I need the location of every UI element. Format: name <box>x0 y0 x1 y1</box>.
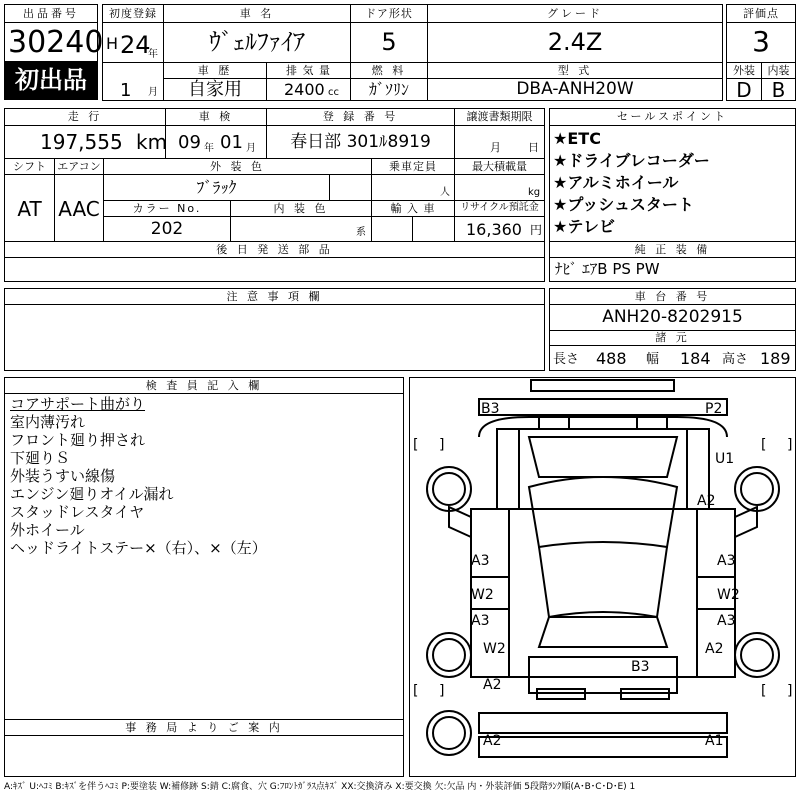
inspection-year: 09 <box>178 132 201 153</box>
reg-header: 初度登録 <box>109 7 157 20</box>
chassis-header: 車 台 番 号 <box>634 290 711 303</box>
history-value: 自家用 <box>188 79 242 100</box>
recycle-unit: 円 <box>530 223 543 237</box>
notes-header: 注 意 事 項 欄 <box>226 290 323 303</box>
load-unit: kg <box>528 187 541 198</box>
inspection-year-unit: 年 <box>204 143 214 154</box>
specs-header: 諸 元 <box>655 331 690 344</box>
equipment-value: ﾅﾋﾞ ｴｱB PS PW <box>555 260 660 278</box>
office-body <box>4 735 404 777</box>
transfer-month-unit: 月 <box>490 141 501 154</box>
chassis-value: ANH20-8202915 <box>602 307 743 327</box>
reg-month-unit: 月 <box>148 87 158 98</box>
inspector-header: 検 査 員 記 入 欄 <box>145 379 263 392</box>
inspection-month: 01 <box>220 132 243 153</box>
recycle-header: リサイクル預託金 <box>460 202 539 213</box>
exterior-label: 外装 <box>733 64 755 77</box>
mark-a3-left-1: A3 <box>471 553 490 569</box>
interior-label: 内装 <box>767 64 790 77</box>
mark-u1: U1 <box>715 451 735 467</box>
color-code-value: 202 <box>150 219 184 239</box>
import-value-cell-2 <box>412 216 455 242</box>
model-header: 車 名 <box>239 7 275 20</box>
doors-value: 5 <box>381 28 397 56</box>
color-extra-cell <box>329 174 372 201</box>
mileage-header: 走 行 <box>67 110 103 123</box>
aircon-value: AAC <box>58 197 100 221</box>
length-label: 長さ <box>553 352 580 367</box>
capacity-unit: 人 <box>440 187 450 198</box>
disp-unit: cc <box>328 87 339 98</box>
aircon-header: エアコン <box>57 160 101 173</box>
reg-era: H <box>106 34 119 53</box>
sales-point-item: ★アルミホイール <box>553 173 679 192</box>
bracket-right-1b: ] <box>787 437 793 453</box>
reg-year-unit: 年 <box>148 49 158 60</box>
doors-header: ドア形状 <box>365 7 413 20</box>
color-header: 外 装 色 <box>210 160 265 173</box>
height-value: 189 <box>760 349 791 368</box>
bracket-right-1: [ <box>761 437 767 453</box>
inspector-line: 下廻りＳ <box>10 449 71 467</box>
inspector-line: エンジン廻りオイル漏れ <box>10 485 174 503</box>
mark-a2-front-right: A2 <box>697 493 716 509</box>
grade-header: グレード <box>547 7 603 20</box>
legend: A:ｷｽﾞ U:ﾍｺﾐ B:ｷｽﾞを伴うﾍｺﾐ P:要塗装 W:補修跡 S:錆 C:腐食、穴 G:ﾌﾛﾝﾄｶﾞﾗｽ点ｷｽﾞ XX:交換済み X:要交換 欠:欠品 内・外装評価 5段階ﾗﾝｸ順(A･B･C･D･E) 1 <box>4 782 636 792</box>
sales-points-header: セールスポイント <box>616 110 728 123</box>
office-header: 事 務 局 よ り ご 案 内 <box>125 721 283 734</box>
int-color-header: 内 装 色 <box>273 202 329 215</box>
mark-b3-roof: B3 <box>631 659 650 675</box>
mark-p2: P2 <box>705 401 723 417</box>
transfer-header: 譲渡書類期限 <box>466 110 533 123</box>
width-label: 幅 <box>646 352 660 367</box>
sales-point-item: ★ETC <box>553 129 601 148</box>
import-header: 輸 入 車 <box>390 202 436 215</box>
shift-value: AT <box>17 197 42 221</box>
recycle-value: 16,360 <box>466 220 522 239</box>
first-listing-label: 初出品 <box>15 66 87 94</box>
rating-value: 3 <box>752 25 770 58</box>
mark-w2-left-2: W2 <box>483 641 506 657</box>
capacity-header: 乗車定員 <box>389 160 437 173</box>
grade-value: 2.4Z <box>547 28 603 56</box>
mark-w2-left-1: W2 <box>471 587 494 603</box>
color-value: ﾌﾞﾗｯｸ <box>196 178 237 197</box>
mark-a2-rear-left: A2 <box>483 677 502 693</box>
later-parts-header: 後 日 発 送 部 品 <box>216 243 333 256</box>
transfer-day-unit: 日 <box>528 141 539 154</box>
mark-w2-right-1: W2 <box>717 587 740 603</box>
reg-year: 24 <box>120 31 151 59</box>
plate-value: 春日部 301ﾙ8919 <box>290 132 431 152</box>
modelcode-value: DBA-ANH20W <box>516 79 634 99</box>
height-label: 高さ <box>722 352 749 367</box>
int-color-unit: 系 <box>356 227 366 238</box>
reg-month: 1 <box>120 80 132 101</box>
inspector-line: スタッドレスタイヤ <box>10 503 145 521</box>
mileage-unit: km <box>136 130 168 154</box>
sales-point-item: ★ドライブレコーダー <box>553 151 710 170</box>
color-code-header: カラー No. <box>132 202 202 215</box>
inspector-line: 外装うすい線傷 <box>10 467 116 485</box>
fuel-header: 燃 料 <box>371 64 407 77</box>
car-diagram <box>409 377 796 777</box>
bracket-right-2: [ <box>761 683 767 699</box>
sales-point-item: ★テレビ <box>553 217 616 236</box>
int-color-value-cell <box>230 216 372 242</box>
fuel-value: ｶﾞｿﾘﾝ <box>368 80 409 99</box>
inspection-month-unit: 月 <box>246 143 256 154</box>
length-value: 488 <box>596 349 627 368</box>
inspector-line: 外ホイール <box>10 521 85 539</box>
specs-value-cell <box>549 345 796 371</box>
notes-body <box>4 304 545 371</box>
load-header: 最大積載量 <box>472 160 527 173</box>
bracket-left-2: [ <box>413 683 419 699</box>
mark-b3-top: B3 <box>481 401 500 417</box>
bracket-left-2b: ] <box>439 683 445 699</box>
import-value-cell <box>371 216 413 242</box>
equipment-header: 純 正 装 備 <box>634 243 711 256</box>
disp-value: 2400 <box>284 80 325 99</box>
later-parts-value-cell <box>4 257 545 282</box>
shift-header: シフト <box>13 160 46 173</box>
mileage-value: 197,555 <box>40 130 123 154</box>
bracket-left-1: [ <box>413 437 419 453</box>
mark-a1-bottom-right: A1 <box>705 733 724 749</box>
inspector-line: コアサポート曲がり <box>10 395 146 413</box>
exterior-value: D <box>736 78 752 102</box>
inspector-line: フロント廻り押され <box>10 431 146 449</box>
model-value: ｳﾞｪﾙﾌｧｲｱ <box>209 28 305 56</box>
disp-header: 排 気 量 <box>286 64 331 77</box>
inspector-line: ヘッドライトステー×（右）、×（左） <box>10 539 267 557</box>
rating-header: 評価点 <box>743 7 779 20</box>
bracket-right-2b: ] <box>787 683 793 699</box>
lot-number: 30240 <box>8 25 104 60</box>
bracket-left-1b: ] <box>439 437 445 453</box>
mark-a2-bottom-left: A2 <box>483 733 502 749</box>
inspection-header: 車 検 <box>198 110 234 123</box>
interior-value: B <box>771 78 786 102</box>
width-value: 184 <box>680 349 711 368</box>
lot-header: 出品番号 <box>23 7 79 20</box>
plate-header: 登 録 番 号 <box>322 110 399 123</box>
mark-a3-left-2: A3 <box>471 613 490 629</box>
sales-point-item: ★プッシュスタート <box>553 195 694 214</box>
mark-a3-right-2: A3 <box>717 613 736 629</box>
inspector-line: 室内薄汚れ <box>10 413 86 431</box>
mark-a2-right-2: A2 <box>705 641 724 657</box>
modelcode-header: 型 式 <box>557 64 593 77</box>
mark-a3-right-1: A3 <box>717 553 736 569</box>
history-header: 車 歴 <box>197 64 233 77</box>
